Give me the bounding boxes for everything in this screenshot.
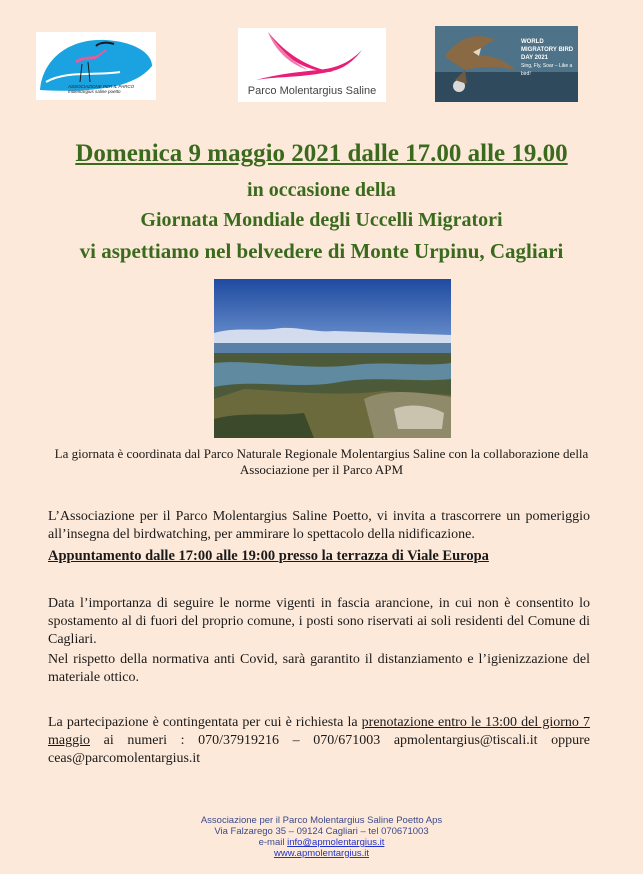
booking-text-start: La partecipazione è contingentata per cui è richiesta la (48, 715, 362, 730)
footer-association-name: Associazione per il Parco Molentargius Saline Poetto Aps (200, 815, 443, 826)
appointment-line: Appuntamento dalle 17:00 alle 19:00 presso la terrazza di Viale Europa (48, 548, 489, 564)
coordination-note: La giornata è coordinata dal Parco Naturale Regionale Molentargius Saline con la collaborazione della Associazione per il Parco APM (54, 446, 589, 477)
booking-contacts: ai numeri : 070/37919216 – 070/671003 apmolentargius@tiscali.it oppure ceas@parcomolentargius.it (48, 733, 590, 766)
footer-website-link[interactable]: www.apmolentargius.it (273, 848, 370, 859)
logo-bar (0, 26, 643, 106)
invitation-paragraph: L’Associazione per il Parco Molentargius Saline Poetto, vi invita a trascorrere un pomeriggio all’insegna del birdwatching, per ammirare lo spettacolo della nidificazione. (48, 509, 590, 542)
heading-line-4: vi aspettiamo nel belvedere di Monte Urpinu, Cagliari (79, 239, 564, 263)
world-migratory-bird-day-logo (435, 26, 578, 102)
footer (0, 815, 643, 859)
footer-address: Via Falzarego 35 – 09124 Cagliari – tel 070671003 (214, 826, 429, 837)
footer-email-link[interactable]: info@apmolentargius.it (287, 837, 385, 848)
wmbd-logo-text (521, 38, 575, 78)
apm-logo (36, 32, 156, 100)
footer-email-line (0, 837, 643, 848)
apm-logo-text: ASSOCIAZIONE PER IL PARCO molentargius saline poetto (68, 84, 135, 94)
heading-line-3: Giornata Mondiale degli Uccelli Migratori (140, 209, 503, 231)
pms-logo-text: Parco Molentargius Saline (247, 85, 377, 97)
footer-email-label: e-mail (258, 837, 288, 848)
wmbd-subtitle: Sing, Fly, Soar – Like a bird! (521, 63, 573, 77)
covid-safety-paragraph: Nel rispetto della normativa anti Covid, sarà garantito il distanziamento e l’igienizzazione del materiale ottico. (48, 652, 590, 685)
booking-deadline: prenotazione entro le 13:00 del giorno 7 maggio (48, 715, 590, 748)
landscape-photo (214, 279, 451, 438)
event-date-heading: Domenica 9 maggio 2021 dalle 17.00 alle 19.00 (75, 140, 568, 167)
wmbd-title: WORLD MIGRATORY BIRD DAY 2021 (521, 39, 574, 61)
booking-paragraph (48, 714, 590, 768)
parco-molentargius-logo (238, 28, 386, 102)
covid-zone-rules-paragraph: Data l’importanza di seguire le norme vigenti in fascia arancione, in cui non è consentito lo spostamento al di fuori del proprio comune, i posti sono riservati ai soli residenti del Comune di Cagliari. (48, 596, 590, 647)
heading-line-2: in occasione della (247, 179, 396, 201)
